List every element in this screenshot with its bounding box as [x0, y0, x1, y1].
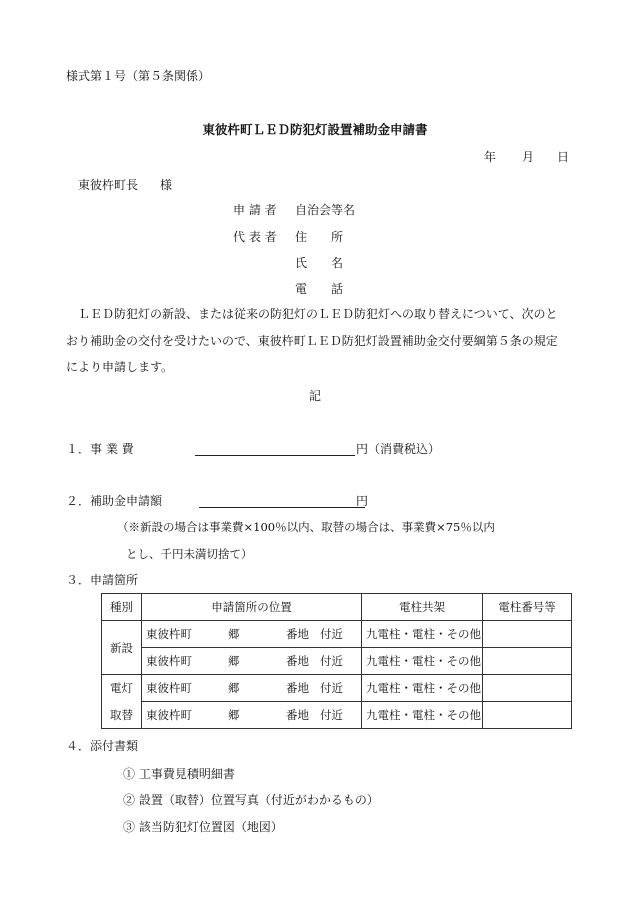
item1-amount-line [195, 455, 355, 456]
org-label: 自治会等名 [295, 203, 356, 217]
item2-label: ２．補助金申請額 [66, 494, 163, 508]
location-table [101, 593, 572, 729]
banchi: 番地 [286, 627, 309, 641]
table-row [102, 648, 572, 675]
item2-unit: 円 [356, 494, 369, 508]
table-row [102, 621, 572, 648]
table-header-row [102, 594, 572, 621]
fukin: 付近 [320, 708, 343, 722]
location-cell [142, 675, 362, 702]
location-cell [142, 648, 362, 675]
date-month: 月 [522, 150, 535, 164]
note-line: とし、千円未満切捨て） [126, 547, 253, 561]
item3-label: ３．申請箇所 [66, 573, 139, 587]
date-day: 日 [557, 150, 570, 164]
town: 東彼杵町 [146, 654, 192, 668]
town: 東彼杵町 [146, 681, 192, 695]
go: 郷 [228, 627, 240, 641]
go: 郷 [228, 708, 240, 722]
note-line: （※新設の場合は事業費×100％以内、取替の場合は、事業費×75％以内 [117, 520, 495, 534]
number-cell[interactable] [483, 702, 572, 729]
ki-heading: 記 [309, 389, 322, 403]
banchi: 番地 [286, 681, 309, 695]
address-label: 住 所 [295, 230, 344, 244]
pole-cell: 九電柱・電柱・その他 [362, 648, 483, 675]
pole-cell: 九電柱・電柱・その他 [362, 621, 483, 648]
table-row [102, 675, 572, 702]
body-line: により申請します。 [66, 360, 174, 374]
item1-label: １．事 業 費 [66, 442, 134, 456]
number-cell[interactable] [483, 648, 572, 675]
pole-cell: 九電柱・電柱・その他 [362, 702, 483, 729]
page-title: 東彼杵町ＬＥＤ防犯灯設置補助金申請書 [202, 122, 428, 137]
pole-cell: 九電柱・電柱・その他 [362, 675, 483, 702]
form-number: 様式第１号（第５条関係） [66, 69, 211, 83]
body-line: おり補助金の交付を受けたいので、東彼杵町ＬＥＤ防犯灯設置補助金交付要綱第５条の規定 [66, 334, 558, 348]
item2-amount-line [199, 507, 365, 508]
table-header: 電柱共架 [362, 594, 483, 621]
name-label: 氏 名 [295, 256, 344, 270]
fukin: 付近 [320, 627, 343, 641]
go: 郷 [228, 654, 240, 668]
number-cell[interactable] [483, 675, 572, 702]
group-replace-bottom: 取替 [102, 702, 142, 729]
town: 東彼杵町 [146, 708, 192, 722]
location-cell [142, 621, 362, 648]
body-line: ＬＥＤ防犯灯の新設、または従来の防犯灯のＬＥＤ防犯灯への取り替えについて、次のと [78, 307, 558, 321]
group-new: 新設 [102, 621, 142, 675]
honorific: 様 [160, 178, 173, 192]
go: 郷 [228, 681, 240, 695]
phone-label: 電 話 [295, 282, 344, 296]
banchi: 番地 [286, 654, 309, 668]
table-row [102, 702, 572, 729]
date-year: 年 [484, 150, 497, 164]
attachment-item: ① 工事費見積明細書 [123, 767, 235, 781]
location-cell [142, 702, 362, 729]
attachment-item: ② 設置（取替）位置写真（付近がわかるもの） [123, 793, 379, 807]
table-header: 申請箇所の位置 [142, 594, 362, 621]
item1-unit: 円（消費税込） [356, 442, 441, 456]
representative-role: 代 表 者 [233, 230, 277, 244]
number-cell[interactable] [483, 621, 572, 648]
table-header: 電柱番号等 [483, 594, 572, 621]
town: 東彼杵町 [146, 627, 192, 641]
banchi: 番地 [286, 708, 309, 722]
table-header: 種別 [102, 594, 142, 621]
fukin: 付近 [320, 681, 343, 695]
applicant-role: 申 請 者 [233, 203, 277, 217]
group-replace-top: 電灯 [102, 675, 142, 702]
fukin: 付近 [320, 654, 343, 668]
item4-label: ４．添付書類 [66, 739, 139, 753]
attachment-item: ③ 該当防犯灯位置図（地図） [123, 820, 283, 834]
addressee: 東彼杵町長 [78, 178, 139, 192]
